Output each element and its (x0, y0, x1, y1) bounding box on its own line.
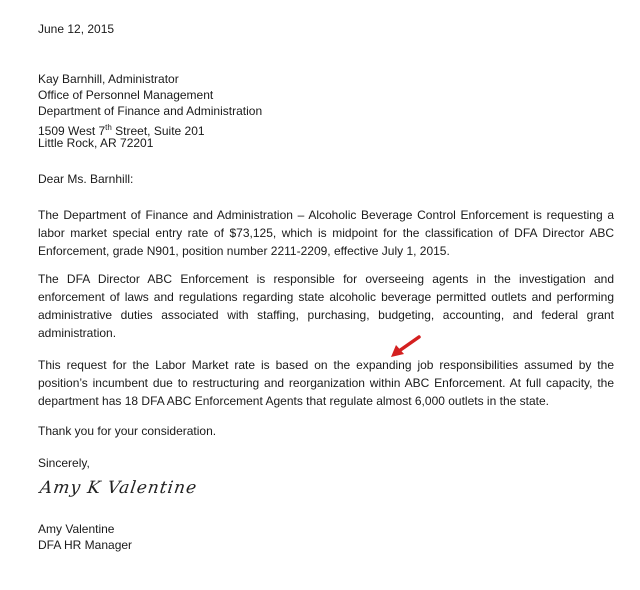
street-prefix: 1509 West 7 (38, 124, 106, 138)
salutation: Dear Ms. Barnhill: (38, 172, 134, 186)
paragraph-request: The Department of Finance and Administration – Alcoholic Beverage Control Enforcement is requesting a labor market special entry rate of $73,125, which is midpoint for the classification of DFA Director ABC Enforcement, grade N901, position number 2211-2209, effective July 1, 2015. (38, 208, 614, 258)
street-superscript: th (105, 123, 112, 132)
paragraph-responsibilities: The DFA Director ABC Enforcement is responsible for overseeing agents in the investigation and enforcement of laws and regulations regarding state alcoholic beverage permitted outlets and performing administrative duties associated with staffing, purchasing, budgeting, accounting, and federal grant administration. (38, 272, 614, 340)
signer-title: DFA HR Manager (38, 538, 133, 552)
thanks-line: Thank you for your consideration. (38, 424, 217, 438)
paragraph-justification: This request for the Labor Market rate is based on the expanding job responsibilities assumed by the position’s incumbent due to restructuring and reorganization within ABC Enforcement. At full capacity, the department has 18 DFA ABC Enforcement Agents that regulate almost 6,000 outlets in the state. (38, 358, 614, 408)
recipient-name: Kay Barnhill, Administrator (38, 72, 179, 86)
closing: Sincerely, (38, 456, 90, 470)
recipient-office: Office of Personnel Management (38, 88, 214, 102)
recipient-city: Little Rock, AR 72201 (38, 136, 154, 150)
signature: Amy K Valentine (38, 478, 199, 498)
street-suffix: Street, Suite 201 (111, 124, 205, 138)
recipient-department: Department of Finance and Administration (38, 104, 263, 118)
signer-name: Amy Valentine (38, 522, 115, 536)
red-arrow-icon (388, 334, 422, 360)
letter-date: June 12, 2015 (38, 22, 115, 36)
